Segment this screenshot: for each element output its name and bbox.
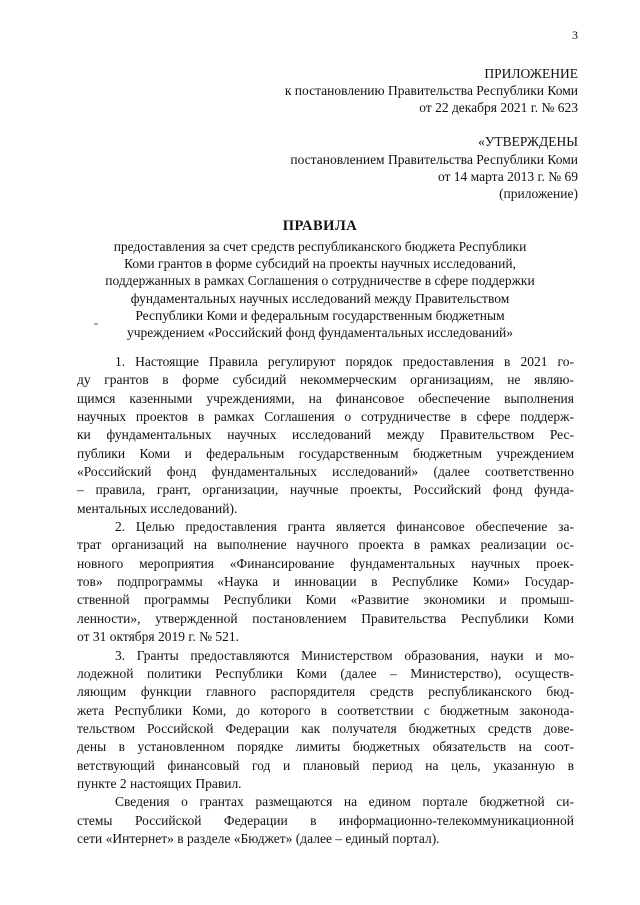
body-line: от 31 октября 2019 г. № 521. <box>77 629 240 645</box>
approved-line-3: (приложение) <box>499 186 578 201</box>
body-line: 1. Настоящие Правила регулируют порядок предоставления в 2021 го- <box>115 354 574 369</box>
subtitle-line: фундаментальных научных исследований между Правительством <box>130 290 510 306</box>
body-line: ленности», утвержденной постановлением Правительства Республики Коми <box>77 610 574 626</box>
body-line: тельством Российской Федерации как получателя бюджетных средств дове- <box>77 720 574 736</box>
body-line: тов» подпрограммы «Наука и инновации в Республике Коми» Государ- <box>77 574 574 590</box>
body-line: пункте 2 настоящих Правил. <box>77 775 242 791</box>
subtitle-line: учреждением «Российский фонд фундаментальных исследований» <box>126 325 514 341</box>
body-line: ветствующий финансовый год и плановый период на цель, указанную в <box>77 757 574 773</box>
body-line: стемы Российской Федерации в информационно-телекоммуникационной <box>77 812 574 828</box>
body-line: ляющим функции главного распорядителя средств республиканского бюд- <box>77 684 574 700</box>
body-line: 3. Гранты предоставляются Министерством образования, науки и мо- <box>115 647 574 663</box>
body-line: 2. Целью предоставления гранта является финансовое обеспечение за- <box>115 519 574 535</box>
page-number: 3 <box>572 28 578 42</box>
body-line: ду грантов в форме субсидий некоммерческим организациям, не являю- <box>77 372 574 388</box>
body-line: сети «Интернет» в разделе «Бюджет» (далее – единый портал). <box>77 830 440 846</box>
subtitle-line: поддержанных в рамках Соглашения о сотрудничестве в сфере поддержки <box>105 273 535 289</box>
body-line: ственной программы Республики Коми «Развитие экономики и промыш- <box>77 592 574 608</box>
appendix-line-2: от 22 декабря 2021 г. № 623 <box>419 100 578 115</box>
appendix-line-1: к постановлению Правительства Республики Коми <box>284 83 578 98</box>
body-line: ки фундаментальных научных исследований между Правительством Рес- <box>77 427 574 443</box>
body-line: Сведения о грантах размещаются на едином портале бюджетной си- <box>115 794 574 810</box>
body-line: новного мероприятия «Финансирование фундаментальных научных проек- <box>77 555 574 571</box>
subtitle-line: предоставления за счет средств республиканского бюджета Республики <box>113 239 527 254</box>
body-line: ментальных исследований). <box>77 500 238 516</box>
body-line: научных проектов в рамках Соглашения о сотрудничестве в сфере поддерж- <box>77 409 574 425</box>
subtitle-line: Коми грантов в форме субсидий на проекты научных исследований, <box>124 256 516 272</box>
body-line: «Российский фонд фундаментальных исследований» (далее соответственно <box>77 464 574 480</box>
margin-mark: - <box>94 316 98 330</box>
approved-line-2: от 14 марта 2013 г. № 69 <box>437 169 578 184</box>
subtitle-line: Республики Коми и федеральным государственным бюджетным <box>135 307 505 323</box>
body-line: трат организаций на выполнение научного проекта в рамках реализации ос- <box>77 537 574 553</box>
document-body <box>77 353 574 848</box>
approved-line-1: постановлением Правительства Республики Коми <box>290 152 578 167</box>
body-line: дены в установленном порядке лимиты бюджетных обязательств на соот- <box>77 739 574 755</box>
approved-title: «УТВЕРЖДЕНЫ <box>478 134 578 149</box>
body-line: публики Коми и федеральным государственным бюджетным учреждением <box>77 445 574 461</box>
body-line: щимся казенными учреждениями, на финансовое обеспечение выполнения <box>77 390 574 406</box>
rules-title: ПРАВИЛА <box>282 218 358 234</box>
body-line: лодежной политики Республики Коми (далее – Министерство), осуществ- <box>77 665 574 681</box>
body-line: – правила, грант, организации, научные проекты, Российский фонд фунда- <box>77 482 574 498</box>
body-line: жета Республики Коми, до которого в соответствии с бюджетным законода- <box>77 702 574 718</box>
appendix-title: ПРИЛОЖЕНИЕ <box>484 66 578 81</box>
